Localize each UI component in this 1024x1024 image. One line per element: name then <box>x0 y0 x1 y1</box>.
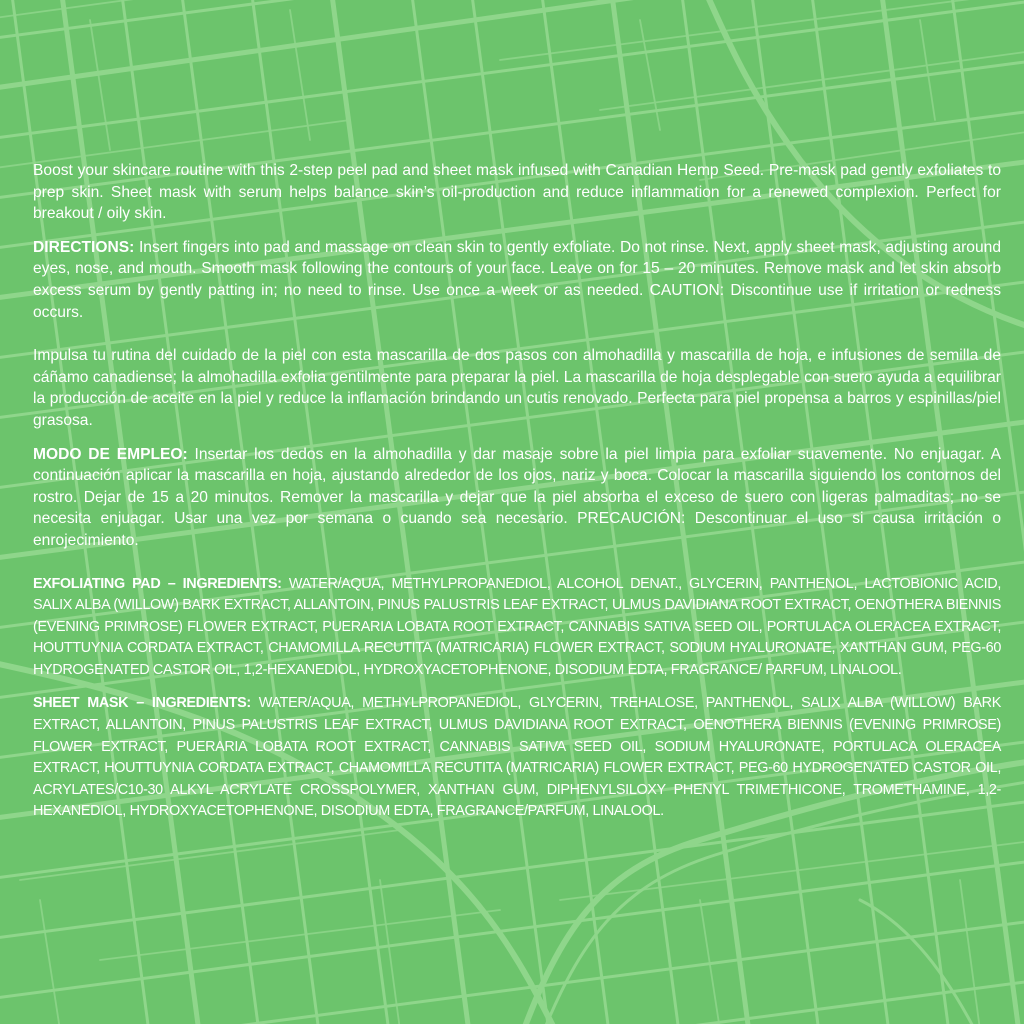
exfoliating-pad-ingredients-text: WATER/AQUA, METHYLPROPANEDIOL, ALCOHOL DENAT., GLYCERIN, PANTHENOL, LACTOBIONIC ACID, SALIX ALBA (WILLOW) BARK EXTRACT, ALLANTOIN, PINUS PALUSTRIS LEAF EXTRACT, ULMUS DAVIDIANA ROOT EXTRACT, OENOTHERA BIENNIS (EVENING PRIMROSE) FLOWER EXTRACT, PUERARIA LOBATA ROOT EXTRACT, CANNABIS SATIVA SEED OIL, PORTULACA OLERACEA EXTRACT, HOUTTUYNIA CORDATA EXTRACT, CHAMOMILLA RECUTITA (MATRICARIA) FLOWER EXTRACT, SODIUM HYALURONATE, XANTHAN GUM, PEG-60 HYDROGENATED CASTOR OIL, 1,2-HEXANEDIOL, HYDROXYACETOPHENONE, DISODIUM EDTA, FRAGRANCE/ PARFUM, LINALOOL. <box>33 575 1001 678</box>
exfoliating-pad-ingredients <box>33 574 1001 682</box>
english-intro: Boost your skincare routine with this 2-step peel pad and sheet mask infused with Canadian Hemp Seed. Pre-mask pad gently exfoliates to prep skin. Sheet mask with serum helps balance skin’s oil-production and reduce inflammation for a renewed complexion. Perfect for breakout / oily skin. <box>33 162 1001 223</box>
spanish-directions <box>33 444 1001 552</box>
exfoliating-pad-ingredients-label: EXFOLIATING PAD – INGREDIENTS: <box>33 575 282 592</box>
spanish-directions-text: Insertar los dedos en la almohadilla y dar masaje sobre la piel limpia para exfoliar suavemente. No enjuagar. A continuación aplicar la mascarilla en hoja, ajustando alrededor de los ojos, nariz y boca. Colocar la mascarilla siguiendo los contornos del rostro. Dejar de 15 a 20 minutos. Remover la mascarilla y dejar que la piel absorba el exceso de suero con ligeras palmaditas; no se necesita enjuagar. Usar una vez por semana o cuando sea necesario. PRECAUCIÓN: Descontinuar el uso si causa irritación o enrojecimiento. <box>33 445 1001 549</box>
sheet-mask-ingredients-text: WATER/AQUA, METHYLPROPANEDIOL, GLYCERIN, TREHALOSE, PANTHENOL, SALIX ALBA (WILLOW) BARK EXTRACT, ALLANTOIN, PINUS PALUSTRIS LEAF EXTRACT, ULMUS DAVIDIANA ROOT EXTRACT, OENOTHERA BIENNIS (EVENING PRIMROSE) FLOWER EXTRACT, PUERARIA LOBATA ROOT EXTRACT, CANNABIS SATIVA SEED OIL, SODIUM HYALURONATE, PORTULACA OLERACEA EXTRACT, HOUTTUYNIA CORDATA EXTRACT, CHAMOMILLA RECUTITA (MATRICARIA) FLOWER EXTRACT, PEG-60 HYDROGENATED CASTOR OIL, ACRYLATES/C10-30 ALKYL ACRYLATE CROSSPOLYMER, XANTHAN GUM, DIPHENYLSILOXY PHENYL TRIMETHICONE, TROMETHAMINE, 1,2-HEXANEDIOL, HYDROXYACETOPHENONE, DISODIUM EDTA, FRAGRANCE/PARFUM, LINALOOL. <box>33 695 1001 820</box>
sheet-mask-ingredients <box>33 693 1001 823</box>
label-text-block <box>33 160 1001 835</box>
english-directions-label: DIRECTIONS: <box>33 238 135 256</box>
english-directions-text: Insert fingers into pad and massage on clean skin to gently exfoliate. Do not rinse. Next, apply sheet mask, adjusting around eyes, nose, and mouth. Smooth mask following the contours of your face. Leave on for 15 – 20 minutes. Remove mask and let skin absorb excess serum by gently patting in; no need to rinse. Use once a week or as needed. CAUTION: Discontinue use if irritation or redness occurs. <box>33 238 1001 321</box>
spanish-intro: Impulsa tu rutina del cuidado de la piel con esta mascarilla de dos pasos con almohadilla y mascarilla de hoja, e infusiones de semilla de cáñamo canadiense; la almohadilla exfolia gentilmente para preparar la piel. La mascarilla de hoja desplegable con suero ayuda a equilibrar la producción de aceite en la piel y reduce la inflamación brindando un cutis renovado. Perfecta para piel propensa a barros y espinillas/piel grasosa. <box>33 347 1001 429</box>
sheet-mask-ingredients-label: SHEET MASK – INGREDIENTS: <box>33 695 251 712</box>
spanish-directions-label: MODO DE EMPLEO: <box>33 445 188 463</box>
english-directions <box>33 237 1001 323</box>
